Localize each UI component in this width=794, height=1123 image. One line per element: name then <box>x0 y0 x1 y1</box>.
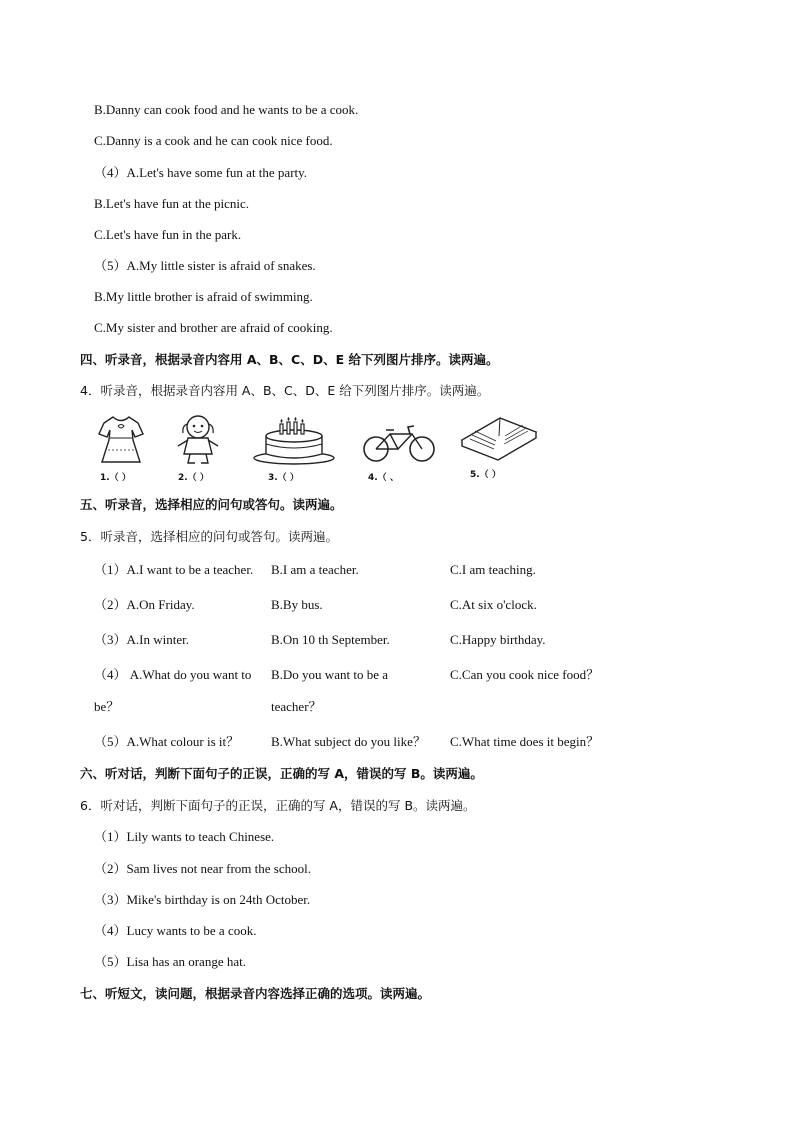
section6-question: 6．听对话，判断下面句子的正误，正确的写 A，错误的写 B。读两遍。 <box>80 798 476 813</box>
option-4b: B.Let's have fun at the picnic. <box>94 196 250 211</box>
s5-row4-c: C.Can you cook nice food？ <box>450 667 600 682</box>
dress-icon <box>96 414 146 466</box>
section5-heading: 五、听录音，选择相应的问句或答句。读两遍。 <box>80 497 343 512</box>
s6-item-2: （2）Sam lives not near from the school. <box>94 861 311 876</box>
section4-heading: 四、听录音，根据录音内容用 A、B、C、D、E 给下列图片排序。读两遍。 <box>80 352 499 367</box>
s5-row3-c: C.Happy birthday. <box>450 632 546 647</box>
option-5c: C.My sister and brother are afraid of cooking. <box>94 320 333 335</box>
s5-row3-a: （3）A.In winter. <box>94 632 189 647</box>
s6-item-5: （5）Lisa has an orange hat. <box>94 954 246 969</box>
s5-row5-a: （5）A.What colour is it？ <box>94 734 240 749</box>
section7-heading: 七、听短文，读问题，根据录音内容选择正确的选项。读两遍。 <box>80 986 431 1001</box>
s5-row4-a: （4） A.What do you want to <box>94 667 252 682</box>
picture-caption-4: 4.（ 、 <box>368 473 399 483</box>
section4-question: 4．听录音，根据录音内容用 A、B、C、D、E 给下列图片排序。读两遍。 <box>80 383 490 398</box>
s5-row2-a: （2）A.On Friday. <box>94 597 195 612</box>
picture-caption-3: 3.（ ） <box>268 473 299 483</box>
book-picture <box>458 414 540 462</box>
s5-row1-b: B.I am a teacher. <box>271 562 359 577</box>
s5-row4-b: B.Do you want to be a <box>271 667 388 682</box>
s5-row4-a-cont: be？ <box>94 699 120 714</box>
section6-heading: 六、听对话，判断下面句子的正误，正确的写 A，错误的写 B。读两遍。 <box>80 766 483 781</box>
birthday-cake-icon <box>252 414 336 466</box>
picture-caption-2: 2.（ ） <box>178 473 209 483</box>
bicycle-icon <box>362 424 436 464</box>
option-5b: B.My little brother is afraid of swimming. <box>94 289 313 304</box>
dress-picture <box>96 414 146 466</box>
bicycle-picture <box>362 424 436 464</box>
s6-item-4: （4）Lucy wants to be a cook. <box>94 923 257 938</box>
s5-row1-a: （1）A.I want to be a teacher. <box>94 562 254 577</box>
book-icon <box>458 414 540 462</box>
s5-row1-c: C.I am teaching. <box>450 562 536 577</box>
doll-icon <box>170 412 226 466</box>
picture-caption-5: 5.（ ） <box>470 470 501 480</box>
section5-question: 5．听录音，选择相应的问句或答句。读两遍。 <box>80 529 338 544</box>
option-3c: C.Danny is a cook and he can cook nice food. <box>94 133 333 148</box>
s5-row2-b: B.By bus. <box>271 597 323 612</box>
option-4a: （4）A.Let's have some fun at the party. <box>94 165 308 180</box>
cake-picture <box>252 414 336 466</box>
s5-row5-b: B.What subject do you like？ <box>271 734 426 749</box>
s6-item-3: （3）Mike's birthday is on 24th October. <box>94 892 311 907</box>
option-4c: C.Let's have fun in the park. <box>94 227 242 242</box>
s6-item-1: （1）Lily wants to teach Chinese. <box>94 829 275 844</box>
s5-row2-c: C.At six o'clock. <box>450 597 537 612</box>
option-5a: （5）A.My little sister is afraid of snakes. <box>94 258 316 273</box>
s5-row4-b-cont: teacher？ <box>271 699 322 714</box>
picture-caption-1: 1.（ ） <box>100 473 131 483</box>
s5-row5-c: C.What time does it begin？ <box>450 734 600 749</box>
option-3b: B.Danny can cook food and he wants to be a cook. <box>94 102 359 117</box>
doll-picture <box>170 412 226 466</box>
s5-row3-b: B.On 10 th September. <box>271 632 390 647</box>
